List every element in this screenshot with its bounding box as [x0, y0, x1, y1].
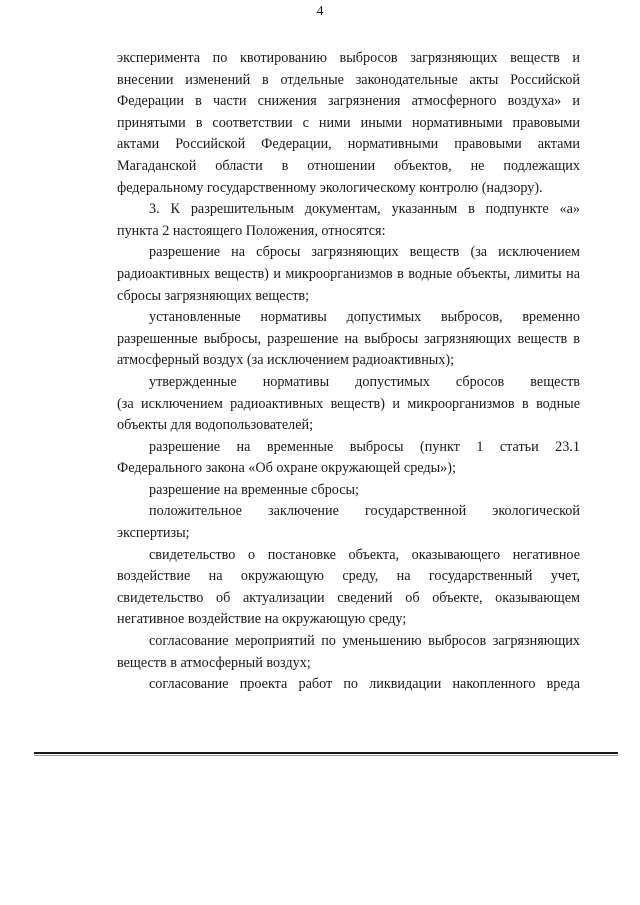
page-bottom-rule: [34, 752, 618, 754]
text-line: пункта 2 настоящего Положения, относятся:: [117, 222, 386, 239]
text-line: сбросы загрязняющих веществ;: [117, 287, 310, 304]
text-line: принятыми в соответствии с ними иными нормативными правовыми: [117, 114, 580, 131]
text-line: разрешение на сбросы загрязняющих веществ (за исключением: [149, 244, 580, 261]
text-line: актами Российской Федерации, нормативными правовыми актами: [117, 136, 580, 153]
text-line: объекты для водопользователей;: [117, 417, 314, 434]
text-line: негативное воздействие на окружающую среду;: [117, 611, 407, 628]
text-line: радиоактивных веществ) и микроорганизмов в водные объекты, лимиты на: [117, 265, 580, 282]
text-line: согласование мероприятий по уменьшению выбросов загрязняющих: [149, 633, 580, 650]
text-line: установленные нормативы допустимых выбросов, временно: [149, 309, 580, 326]
text-line: утвержденные нормативы допустимых сбросов веществ: [149, 373, 580, 390]
text-line: внесении изменений в отдельные законодательные акты Российской: [117, 71, 580, 88]
text-line: эксперимента по квотированию выбросов загрязняющих веществ и: [117, 50, 580, 66]
text-line: федеральному государственному экологическому контролю (надзору).: [117, 179, 543, 196]
text-line: свидетельство о постановке объекта, оказывающего негативное: [149, 546, 580, 563]
text-line: разрешение на временные сбросы;: [149, 481, 360, 498]
text-line: Федерации в части снижения загрязнения атмосферного воздуха» и: [117, 93, 580, 110]
text-line: Федерального закона «Об охране окружающей среды»);: [117, 460, 456, 477]
text-line: Магаданской области в отношении объектов, не подлежащих: [117, 157, 580, 174]
text-line: согласование проекта работ по ликвидации накопленного вреда: [149, 676, 580, 693]
text-line: положительное заключение государственной экологической: [149, 503, 580, 520]
text-line: атмосферный воздух (за исключением радиоактивных);: [117, 352, 455, 369]
text-line: экспертизы;: [117, 525, 190, 542]
document-body: [117, 48, 580, 696]
text-line: воздействие на окружающую среду, на государственный учет,: [117, 568, 580, 585]
text-line: 3. К разрешительным документам, указанным в подпункте «а»: [149, 201, 580, 218]
text-line: разрешенные выбросы, разрешение на выбросы загрязняющих веществ в: [117, 330, 580, 347]
text-line: (за исключением радиоактивных веществ) и микроорганизмов в водные: [117, 395, 580, 412]
page-number: 4: [316, 4, 324, 19]
text-line: веществ в атмосферный воздух;: [117, 654, 311, 671]
text-line: разрешение на временные выбросы (пункт 1 статьи 23.1: [149, 438, 580, 455]
text-line: свидетельство об актуализации сведений об объекте, оказывающем: [117, 589, 580, 606]
